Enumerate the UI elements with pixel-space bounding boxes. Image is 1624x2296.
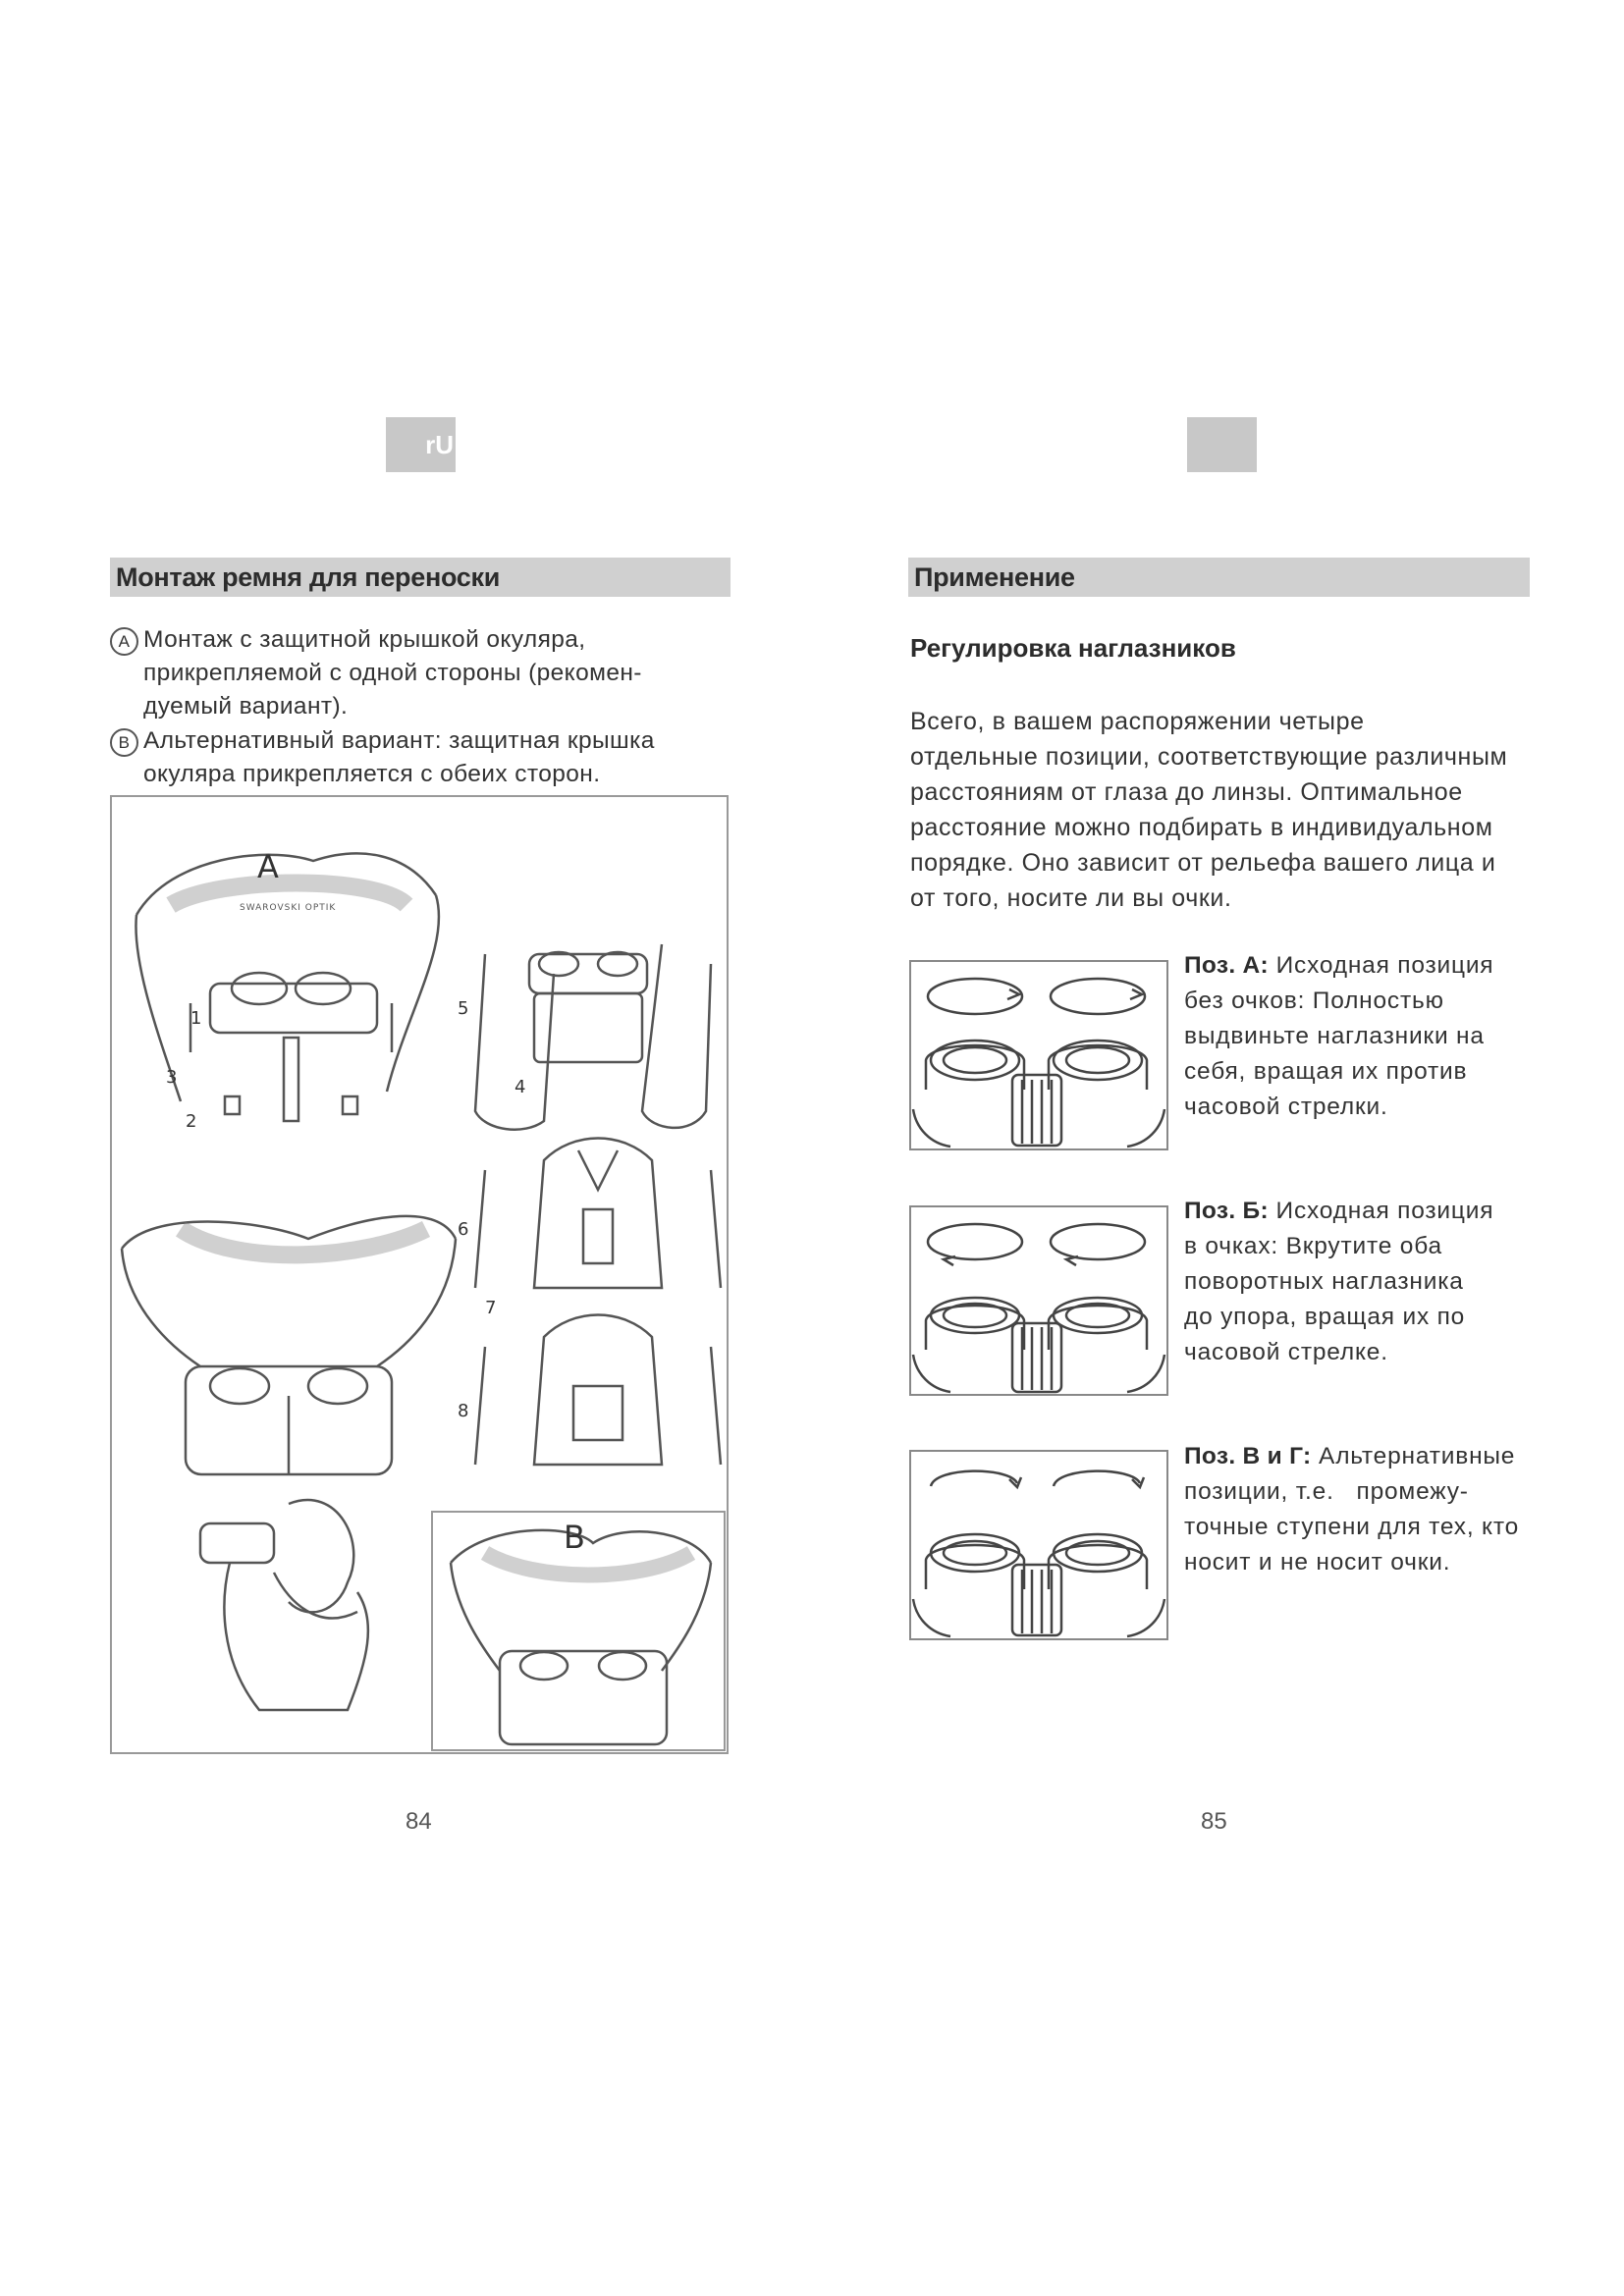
- section-title-strap-mounting: [110, 558, 731, 597]
- position-b-line-1: Исходная позиция: [1275, 1198, 1494, 1224]
- intro-line-5: порядке. Оно зависит от рельефа вашего лица и: [910, 849, 1496, 877]
- option-a-item: [110, 623, 738, 723]
- position-b-label: Поз. Б:: [1184, 1198, 1269, 1224]
- position-b-line-4: до упора, вращая их по: [1184, 1304, 1466, 1330]
- option-a-line-3: дуемый вариант).: [143, 693, 349, 720]
- step-8: 8: [458, 1401, 469, 1421]
- option-b-line-1: Альтернативный вариант: защитная крышка: [143, 727, 655, 754]
- option-a-line-2: прикрепляемой с одной стороны (рекомен-: [143, 660, 642, 686]
- step-3: 3: [166, 1067, 178, 1088]
- option-b-line-2: окуляра прикрепляется с обеих сторон.: [143, 761, 601, 787]
- intro-line-3: расстояниям от глаза до линзы. Оптимальное: [910, 778, 1463, 806]
- position-v-g-label: Поз. В и Г:: [1184, 1443, 1312, 1469]
- position-b-line-3: поворотных наглазника: [1184, 1268, 1464, 1295]
- option-a-line-1: Монтаж с защитной крышкой окуляра,: [143, 626, 586, 653]
- intro-line-6: от того, носите ли вы очки.: [910, 884, 1232, 912]
- marker-b: B: [110, 728, 138, 757]
- step-1: 1: [190, 1008, 202, 1029]
- section-title-text: Монтаж ремня для переноски: [116, 561, 501, 592]
- position-v-g-line-4: носит и не носит очки.: [1184, 1549, 1451, 1575]
- person-vest-drawing-2: [475, 1347, 721, 1465]
- position-a-line-2: без очков: Полностью: [1184, 988, 1444, 1014]
- position-a-line-5: часовой стрелки.: [1184, 1094, 1388, 1120]
- strap-illustrations: [112, 797, 727, 1752]
- position-v-g-line-3: точные ступени для тех, кто: [1184, 1514, 1520, 1540]
- step-5: 5: [458, 998, 469, 1019]
- section-title-usage: [908, 558, 1530, 597]
- strap-mounting-figure: [110, 795, 729, 1754]
- position-a-line-4: себя, вращая их против: [1184, 1058, 1468, 1085]
- marker-a: A: [110, 627, 138, 656]
- page-number-right: 85: [1201, 1808, 1227, 1835]
- position-a-line-3: выдвиньте наглазники на: [1184, 1023, 1485, 1049]
- intro-line-2: отдельные позиции, соответствующие различным: [910, 743, 1508, 771]
- step-4: 4: [514, 1077, 526, 1097]
- eyecup-position-a-image: [909, 960, 1168, 1150]
- eyecup-a-drawing: [911, 962, 1166, 1148]
- language-tab: [386, 417, 456, 472]
- position-b-line-2: в очках: Вкрутите оба: [1184, 1233, 1442, 1259]
- figure-label-a: A: [257, 848, 279, 885]
- position-a-text: [1184, 948, 1557, 1125]
- position-v-g-line-1: Альтернативные: [1319, 1443, 1516, 1469]
- eyecup-position-v-g-image: [909, 1450, 1168, 1640]
- position-b-text: [1184, 1194, 1557, 1370]
- strap-attach-drawing: [475, 954, 554, 1130]
- language-tab-label: rU: [425, 429, 454, 459]
- person-binoculars-drawing: [289, 1500, 353, 1612]
- intro-line-4: расстояние можно подбирать в индивидуальном: [910, 814, 1493, 841]
- option-b-item: [110, 724, 738, 791]
- eyecup-b-drawing: [911, 1207, 1166, 1394]
- eyecup-position-b-image: [909, 1205, 1168, 1396]
- step-7: 7: [485, 1298, 497, 1318]
- position-v-g-line-2: позиции, т.е. промежу-: [1184, 1478, 1469, 1505]
- section-title-usage-text: Применение: [914, 561, 1075, 592]
- eyecup-vg-drawing: [911, 1452, 1166, 1638]
- intro-line-1: Всего, в вашем распоряжении четыре: [910, 708, 1365, 735]
- position-a-line-1: Исходная позиция: [1275, 952, 1494, 979]
- page-number-left: 84: [406, 1808, 432, 1835]
- position-a-label: Поз. А:: [1184, 952, 1269, 979]
- intro-paragraph: [910, 704, 1558, 916]
- figure-label-b: B: [564, 1519, 585, 1556]
- step-6: 6: [458, 1219, 469, 1240]
- subheading-eyecup-adjustment: Регулировка наглазников: [910, 633, 1236, 663]
- step-2: 2: [186, 1111, 197, 1132]
- binocular-top-left-drawing: [232, 973, 287, 1004]
- language-tab-right: [1187, 417, 1257, 472]
- strap-brand-text: SWAROVSKI OPTIK: [240, 903, 337, 913]
- position-v-g-text: [1184, 1439, 1577, 1580]
- position-b-line-5: часовой стрелке.: [1184, 1339, 1388, 1365]
